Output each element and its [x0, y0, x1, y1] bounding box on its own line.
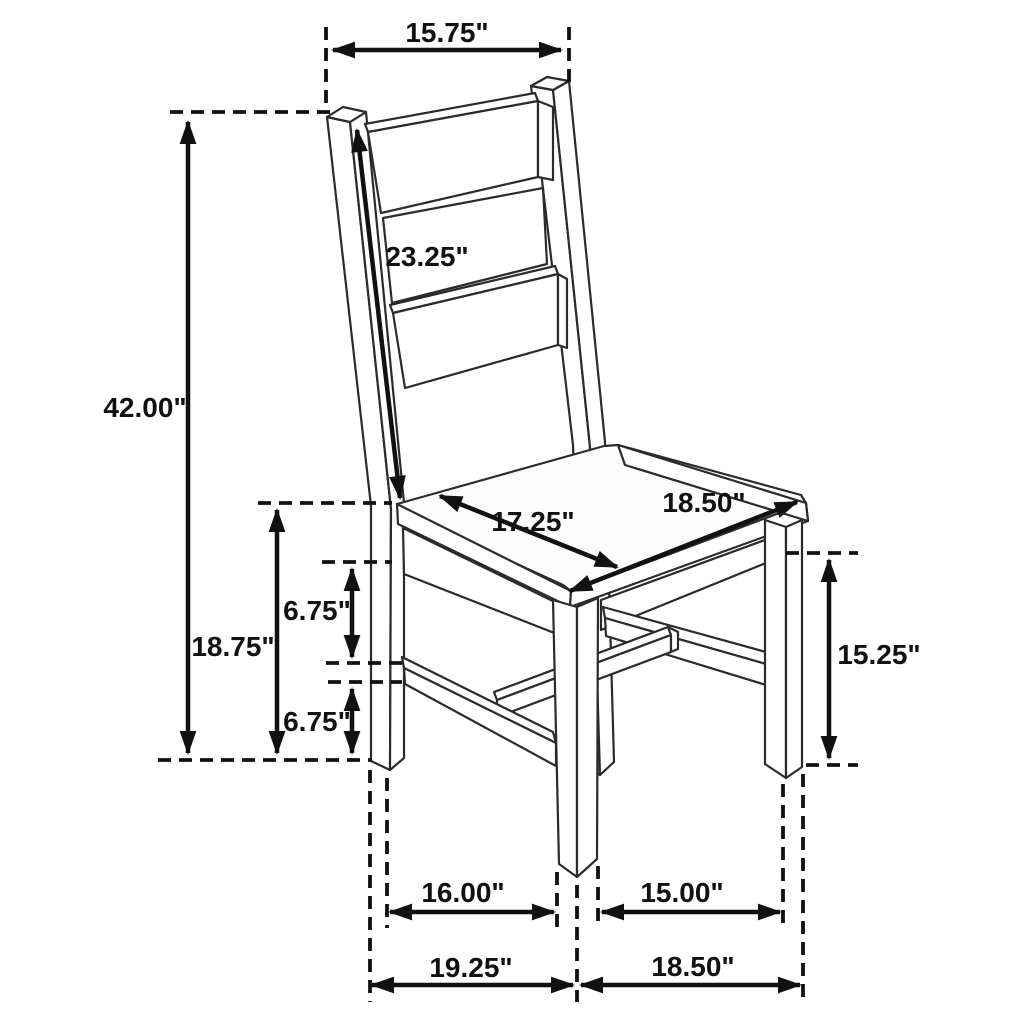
dimension-label: 15.25"	[837, 639, 921, 670]
slat-3-end-face	[558, 274, 567, 348]
right-leg-side-face	[786, 520, 802, 778]
dimension-label: 16.00"	[421, 877, 505, 908]
dimension-label: 18.50"	[651, 951, 735, 982]
dimension-label: 19.25"	[429, 952, 513, 983]
dimension-label: 18.75"	[191, 631, 275, 662]
slat-1-end-face	[538, 101, 553, 180]
dimension-label: 18.50"	[662, 487, 746, 518]
dimension-label: 15.00"	[640, 877, 724, 908]
dimension-label: 42.00"	[103, 392, 187, 423]
dimension-label: 23.25"	[385, 241, 469, 272]
dimension-label: 6.75"	[283, 706, 351, 737]
dimension-label: 15.75"	[405, 17, 489, 48]
dimension-label: 17.25"	[491, 506, 575, 537]
dimension-label: 6.75"	[283, 595, 351, 626]
right-leg-front-face	[765, 520, 786, 778]
front-leg-right-face	[577, 598, 598, 877]
